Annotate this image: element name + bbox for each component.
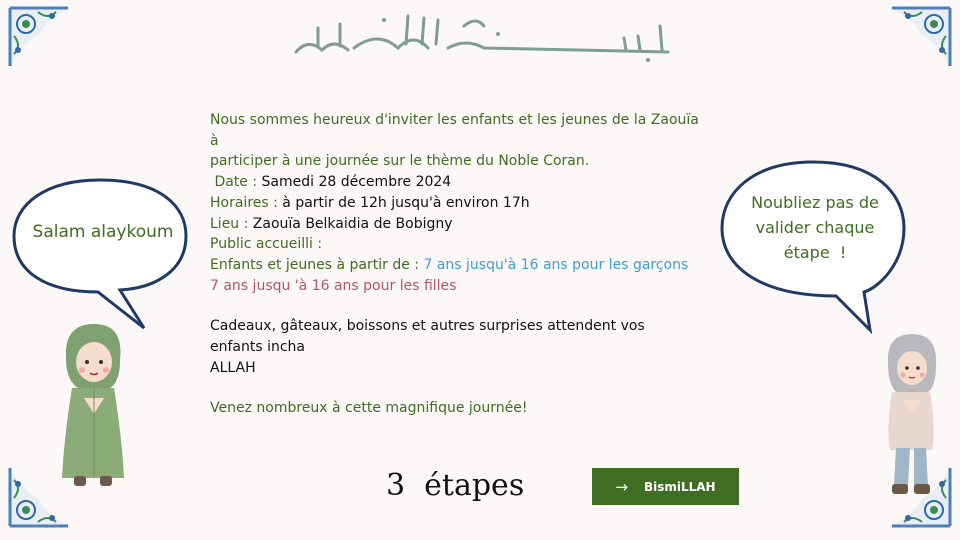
boys-age-range: 7 ans jusqu'à 16 ans pour les garçons [423,256,689,273]
place-row [210,214,700,235]
corner-ornament-top-right [886,6,952,72]
corner-ornament-top-left [8,6,74,72]
girls-age-range: 7 ans jusqu 'à 16 ans pour les filles [210,277,457,294]
girl-green-hijab-illustration [54,318,132,494]
hours-value: à partir de 12h jusqu'à environ 17h [282,194,530,211]
date-label: Date : [210,174,262,191]
speech-bubble-left [10,176,190,332]
gifts-line-1: Cadeaux, gâteaux, boissons et autres surprises attendent vos enfants incha [210,318,645,356]
speech-right-line-2: valider chaque [755,218,875,237]
speech-right-line-3: étape ! [783,243,847,262]
place-label: Lieu : [210,215,253,232]
speech-right-text [740,190,890,265]
bismillah-start-button[interactable] [592,468,739,505]
closing-line: Venez nombreux à cette magnifique journée! [210,400,528,417]
girl-grey-hijab-illustration [880,330,942,500]
button-label: BismiLLAH [643,479,716,494]
hours-row [210,193,700,214]
intro-line-2: participer à une journée sur le thème du Noble Coran. [210,153,590,170]
speech-right-line-1: Noubliez pas de [751,193,879,212]
intro-line-1: Nous sommes heureux d'inviter les enfants et les jeunes de la Zaouïa à [210,112,699,149]
basmala-calligraphy [288,8,678,66]
age-prefix: Enfants et jeunes à partir de : [210,256,424,273]
arrow-right-icon: → [615,477,628,496]
invitation-text [210,110,700,419]
gifts-line-2: ALLAH [210,359,256,376]
date-value: Samedi 28 décembre 2024 [261,174,452,191]
speech-left-text: Salam alaykoum [32,222,174,242]
steps-count-label: 3 étapes [386,468,525,503]
public-label: Public accueilli : [210,236,323,253]
age-row [210,255,700,276]
hours-label: Horaires : [210,194,283,211]
date-row [210,172,700,193]
place-value: Zaouïa Belkaidia de Bobigny [252,215,453,232]
